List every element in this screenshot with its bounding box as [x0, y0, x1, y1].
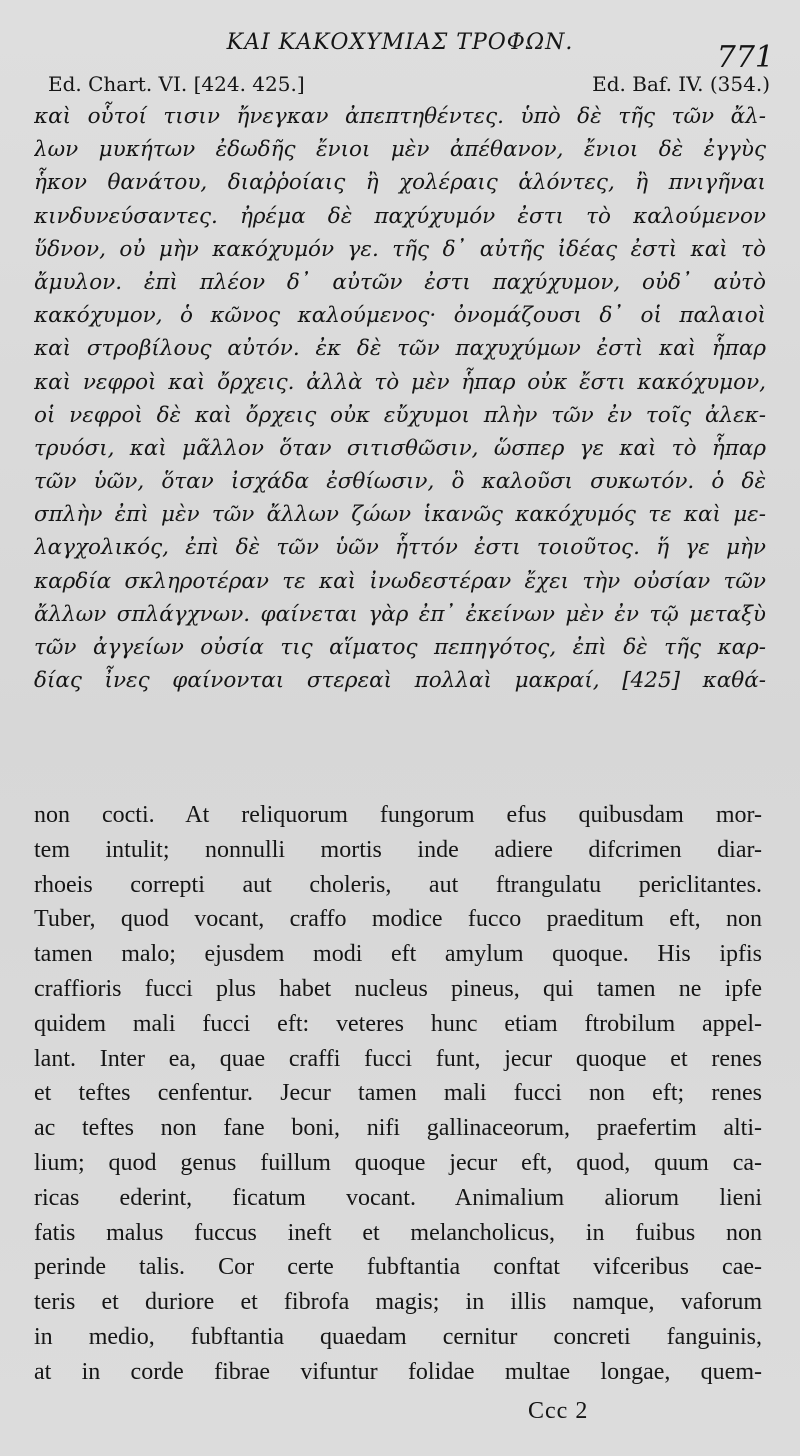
page-number: 771 — [716, 40, 774, 75]
latin-line: tem intulit; nonnulli mortis inde adiere difcrimen diar- — [34, 836, 762, 863]
latin-line: ricas ederint, ficatum vocant. Animalium aliorum lieni — [34, 1184, 762, 1211]
latin-line: craffioris fucci plus habet nucleus pineus, qui tamen ne ipfe — [34, 975, 762, 1002]
latin-line: rhoeis correpti aut choleris, aut ftrangulatu periclitantes. — [34, 871, 762, 898]
greek-line: καὶ οὗτοί τισιν ἤνεγκαν ἀπεπτηθέντες. ὑπὸ δὲ τῆς τῶν ἄλ- — [34, 104, 766, 129]
greek-line: κακόχυμον, ὁ κῶνος καλούμενος· ὀνομάζουσι δ᾽ οἱ παλαιοὶ — [34, 303, 766, 329]
edition-reference-basel: Ed. Baf. IV. (354.) — [592, 72, 770, 96]
greek-line: σπλὴν ἐπὶ μὲν τῶν ἄλλων ζώων ἱκανῶς κακόχυμός τε καὶ με- — [34, 502, 766, 528]
greek-line: τῶν ἀγγείων οὐσία τις αἵματος πεπηγότος, ἐπὶ δὲ τῆς καρ- — [34, 635, 766, 660]
latin-line: non cocti. At reliquorum fungorum efus quibusdam mor- — [34, 802, 762, 828]
latin-line: quidem mali fucci eft: veteres hunc etiam ftrobilum appel- — [34, 1010, 762, 1037]
greek-line: ὕδνον, οὐ μὴν κακόχυμόν γε. τῆς δ᾽ αὐτῆς ἰδέας ἐστὶ καὶ τὸ — [34, 236, 766, 262]
latin-line: fatis malus fuccus ineft et melancholicus, in fuibus non — [34, 1219, 762, 1246]
greek-line: καὶ στροβίλους αὐτόν. ἐκ δὲ τῶν παχυχύμων ἐστὶ καὶ ἧπαρ — [34, 336, 766, 362]
greek-line: δίας ἶνες φαίνονται στερεαὶ πολλαὶ μακραί, [425] καθά- — [34, 668, 766, 694]
latin-text-column — [34, 798, 762, 1390]
greek-line: ἧκον θανάτου, διαῤῥοίαις ἢ χολέραις ἁλόντες, ἢ πνιγῆναι — [34, 170, 766, 196]
greek-line: οἱ νεφροὶ δὲ καὶ ὄρχεις οὐκ εὔχυμοι πλὴν τῶν ἐν τοῖς ἀλεκ- — [34, 402, 766, 428]
latin-line: ac teftes non fane boni, nifi gallinaceorum, praefertim alti- — [34, 1115, 762, 1142]
greek-line: κινδυνεύσαντες. ἠρέμα δὲ παχύχυμόν ἐστι τὸ καλούμενον — [34, 203, 766, 229]
latin-line: tamen malo; ejusdem modi eft amylum quoque. His ipfis — [34, 941, 762, 968]
greek-text-column — [34, 100, 766, 697]
latin-line: lant. Inter ea, quae craffi fucci funt, jecur quoque et renes — [34, 1045, 762, 1072]
greek-line: τρυόσι, καὶ μᾶλλον ὅταν σιτισθῶσιν, ὥσπερ γε καὶ τὸ ἧπαρ — [34, 435, 766, 461]
latin-line: lium; quod genus fuillum quoque jecur eft, quod, quum ca- — [34, 1149, 762, 1176]
greek-line: ἄλλων σπλάγχνων. φαίνεται γὰρ ἐπ᾽ ἐκείνων μὲν ἐν τῷ μεταξὺ — [34, 601, 766, 627]
greek-line: λων μυκήτων ἐδωδῆς ἔνιοι μὲν ἀπέθανον, ἔνιοι δὲ ἐγγὺς — [34, 137, 766, 163]
latin-line: at in corde fibrae vifuntur folidae multae longae, quem- — [34, 1358, 762, 1385]
latin-line: Tuber, quod vocant, craffo modice fucco praeditum eft, non — [34, 906, 762, 933]
latin-line: teris et duriore et fibrofa magis; in illis namque, vaforum — [34, 1289, 762, 1316]
latin-line: perinde talis. Cor certe fubftantia conftat vifceribus cae- — [34, 1254, 762, 1281]
latin-line: in medio, fubftantia quaedam cernitur concreti fanguinis, — [34, 1323, 762, 1350]
greek-line: ἄμυλον. ἐπὶ πλέον δ᾽ αὐτῶν ἐστι παχύχυμον, οὐδ᾽ αὐτὸ — [34, 269, 766, 295]
running-head: ΚΑΙ ΚΑΚΟΧΥΜΙΑΣ ΤΡΟΦΩΝ. — [226, 30, 574, 55]
greek-line: καὶ νεφροὶ καὶ ὄρχεις. ἀλλὰ τὸ μὲν ἧπαρ οὐκ ἔστι κακόχυμον, — [34, 369, 766, 395]
latin-line: et teftes cenfentur. Jecur tamen mali fucci non eft; renes — [34, 1080, 762, 1107]
greek-line: λαγχολικός, ἐπὶ δὲ τῶν ὑῶν ἧττόν ἐστι τοιοῦτος. ἥ γε μὴν — [34, 535, 766, 561]
greek-line: καρδία σκληροτέραν τε καὶ ἰνωδεστέραν ἔχει τὴν οὐσίαν τῶν — [34, 568, 766, 594]
greek-line: τῶν ὑῶν, ὅταν ἰσχάδα ἐσθίωσιν, ὃ καλοῦσι συκωτόν. ὁ δὲ — [34, 469, 766, 495]
signature-mark: Ccc 2 — [528, 1398, 589, 1424]
edition-reference-chartier: Ed. Chart. VI. [424. 425.] — [48, 72, 305, 96]
